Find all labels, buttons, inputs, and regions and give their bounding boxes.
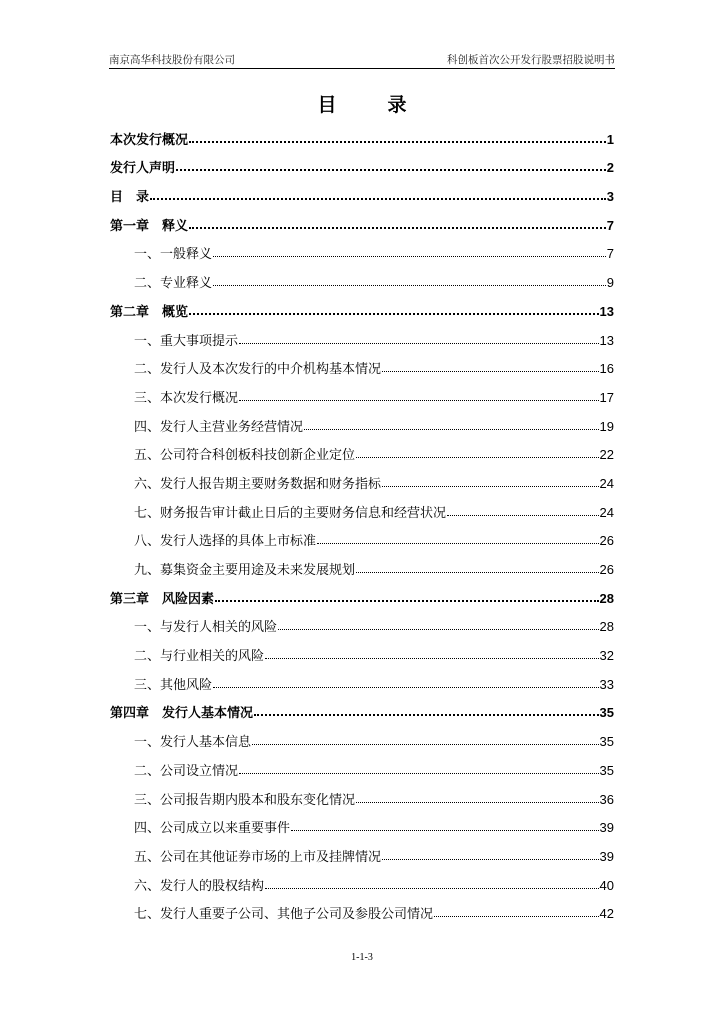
toc-page-number: 39: [599, 820, 614, 836]
running-header: [109, 50, 615, 69]
toc-entry-row: [134, 731, 614, 750]
toc-dot-leader: [278, 628, 599, 630]
toc-section-entry[interactable]: [110, 528, 614, 557]
toc-page-number: 1: [606, 131, 614, 147]
toc-page-number: 35: [599, 705, 614, 721]
toc-dot-leader: [189, 226, 606, 229]
toc-page-number: 19: [599, 418, 614, 434]
toc-dot-leader: [239, 342, 599, 344]
toc-section-entry[interactable]: [110, 499, 614, 528]
header-document-title: 科创板首次公开发行股票招股说明书: [447, 54, 615, 66]
toc-entry-row: [134, 846, 614, 865]
toc-dot-leader: [239, 772, 599, 774]
toc-entry-row: [134, 875, 614, 894]
toc-section-entry[interactable]: [110, 241, 614, 270]
toc-dot-leader: [265, 657, 599, 659]
toc-page-number: 32: [599, 648, 614, 664]
toc-dot-leader: [356, 571, 599, 573]
toc-entry-text: 二、专业释义: [134, 276, 213, 292]
toc-entry-row: [134, 243, 614, 262]
toc-section-entry[interactable]: [110, 671, 614, 700]
toc-entry-row: [110, 186, 614, 205]
toc-page-number: 24: [599, 504, 614, 520]
toc-page-number: 24: [599, 475, 614, 491]
toc-section-entry[interactable]: [110, 901, 614, 930]
toc-entry-row: [134, 502, 614, 521]
toc-section-entry[interactable]: [110, 843, 614, 872]
toc-dot-leader: [447, 514, 599, 516]
toc-entry-text: 六、发行人的股权结构: [134, 878, 265, 894]
toc-dot-leader: [382, 858, 599, 860]
toc-page-number: 22: [599, 447, 614, 463]
toc-dot-leader: [265, 887, 599, 889]
toc-entry-row: [110, 702, 614, 721]
toc-entry-text: 一、发行人基本信息: [134, 735, 252, 751]
toc-entry-text: 四、发行人主营业务经营情况: [134, 419, 304, 435]
toc-entry-row: [134, 530, 614, 549]
toc-entry-text: 一、与发行人相关的风险: [134, 620, 278, 636]
toc-page-number: 13: [599, 303, 614, 319]
toc-section-entry[interactable]: [110, 356, 614, 385]
page-title: 目 录: [317, 94, 423, 116]
toc-dot-leader: [215, 599, 599, 602]
toc-section-entry[interactable]: [110, 815, 614, 844]
toc-entry-text: 本次发行概况: [110, 132, 189, 148]
toc-page-number: 16: [599, 361, 614, 377]
toc-entry-row: [134, 358, 614, 377]
toc-section-entry[interactable]: [110, 642, 614, 671]
toc-page-number: 28: [599, 619, 614, 635]
toc-dot-leader: [434, 915, 599, 917]
toc-entry-text: 三、其他风险: [134, 677, 213, 693]
toc-page-number: 13: [599, 332, 614, 348]
toc-dot-leader: [304, 428, 599, 430]
toc-page-number: 17: [599, 389, 614, 405]
toc-section-entry[interactable]: [110, 470, 614, 499]
toc-section-entry[interactable]: [110, 269, 614, 298]
toc-page-number: 42: [599, 906, 614, 922]
toc-section-entry[interactable]: [110, 442, 614, 471]
toc-dot-leader: [356, 801, 599, 803]
toc-entry-text: 二、发行人及本次发行的中介机构基本情况: [134, 362, 382, 378]
toc-page-number: 39: [599, 848, 614, 864]
toc-dot-leader: [291, 829, 599, 831]
toc-page-number: 36: [599, 791, 614, 807]
toc-entry-text: 六、发行人报告期主要财务数据和财务指标: [134, 476, 382, 492]
toc-page-number: 28: [599, 590, 614, 606]
toc-dot-leader: [213, 284, 606, 286]
toc-page-number: 26: [599, 533, 614, 549]
toc-chapter-entry[interactable]: [110, 183, 614, 212]
toc-entry-text: 一、一般释义: [134, 247, 213, 263]
toc-dot-leader: [382, 370, 599, 372]
toc-entry-text: 一、重大事项提示: [134, 333, 239, 349]
toc-chapter-entry[interactable]: [110, 155, 614, 184]
toc-entry-text: 七、发行人重要子公司、其他子公司及参股公司情况: [134, 907, 434, 923]
toc-entry-row: [134, 387, 614, 406]
toc-dot-leader: [189, 140, 606, 143]
toc-page-number: 7: [606, 217, 614, 233]
toc-entry-row: [110, 215, 614, 234]
toc-entry-row: [134, 416, 614, 435]
page-number: 1-1-3: [351, 952, 373, 963]
toc-dot-leader: [252, 743, 599, 745]
toc-entry-row: [110, 301, 614, 320]
toc-section-entry[interactable]: [110, 728, 614, 757]
toc-page-number: 3: [606, 189, 614, 205]
toc-entry-row: [134, 903, 614, 922]
toc-entry-row: [110, 157, 614, 176]
toc-entry-row: [134, 330, 614, 349]
header-company-name: 南京高华科技股份有限公司: [109, 54, 235, 66]
toc-entry-text: 二、公司设立情况: [134, 763, 239, 779]
toc-dot-leader: [254, 713, 599, 716]
toc-entry-row: [134, 760, 614, 779]
toc-entry-row: [134, 674, 614, 693]
toc-entry-text: 第三章 风险因素: [110, 591, 215, 607]
toc-dot-leader: [189, 312, 599, 315]
toc-entry-text: 二、与行业相关的风险: [134, 649, 265, 665]
toc-section-entry[interactable]: [110, 786, 614, 815]
toc-page-number: 35: [599, 734, 614, 750]
toc-dot-leader: [382, 485, 599, 487]
toc-page-number: 7: [606, 246, 614, 262]
toc-entry-row: [134, 789, 614, 808]
toc-chapter-entry[interactable]: [110, 126, 614, 155]
toc-page-number: 35: [599, 762, 614, 778]
toc-page-number: 40: [599, 877, 614, 893]
toc-entry-text: 第二章 概览: [110, 304, 189, 320]
toc-dot-leader: [213, 255, 606, 257]
toc-entry-row: [134, 272, 614, 291]
toc-entry-text: 三、本次发行概况: [134, 390, 239, 406]
toc-page-number: 26: [599, 562, 614, 577]
toc-entry-text: 八、发行人选择的具体上市标准: [134, 534, 317, 550]
toc-section-entry[interactable]: [110, 757, 614, 786]
toc-entry-row: [110, 588, 614, 607]
toc-chapter-entry[interactable]: [110, 298, 614, 327]
toc-dot-leader: [317, 542, 599, 544]
toc-dot-leader: [239, 399, 599, 401]
toc-entry-row: [134, 645, 614, 664]
toc-section-entry[interactable]: [110, 327, 614, 356]
toc-section-entry[interactable]: [110, 614, 614, 643]
toc-entry-text: 第一章 释义: [110, 218, 189, 234]
toc-entry-row: [110, 129, 614, 148]
toc-entry-text: 七、财务报告审计截止日后的主要财务信息和经营状况: [134, 505, 447, 521]
toc-entry-row: [134, 817, 614, 836]
toc-entry-text: 九、募集资金主要用途及未来发展规划: [134, 563, 356, 578]
table-of-contents: [110, 126, 614, 929]
toc-entry-text: 四、公司成立以来重要事件: [134, 821, 291, 837]
toc-entry-text: 三、公司报告期内股本和股东变化情况: [134, 792, 356, 808]
toc-entry-text: 目 录: [110, 190, 150, 206]
toc-page-number: 2: [606, 160, 614, 176]
toc-dot-leader: [176, 168, 606, 171]
toc-section-entry[interactable]: [110, 384, 614, 413]
toc-entry-text: 五、公司在其他证券市场的上市及挂牌情况: [134, 849, 382, 865]
toc-chapter-entry[interactable]: [110, 212, 614, 241]
toc-page-number: 33: [599, 676, 614, 692]
toc-chapter-entry[interactable]: [110, 700, 614, 729]
toc-dot-leader: [356, 456, 599, 458]
toc-entry-text: 发行人声明: [110, 161, 176, 177]
toc-entry-row: [134, 616, 614, 635]
toc-entry-text: 第四章 发行人基本情况: [110, 706, 254, 722]
toc-dot-leader: [213, 686, 599, 688]
toc-chapter-entry[interactable]: [110, 585, 614, 614]
toc-section-entry[interactable]: [110, 413, 614, 442]
toc-dot-leader: [150, 197, 606, 200]
toc-section-entry[interactable]: [110, 556, 614, 585]
toc-entry-text: 五、公司符合科创板科技创新企业定位: [134, 448, 356, 464]
toc-entry-row: [134, 559, 614, 578]
toc-page-number: 9: [606, 275, 614, 291]
toc-entry-row: [134, 473, 614, 492]
toc-entry-row: [134, 444, 614, 463]
toc-section-entry[interactable]: [110, 872, 614, 901]
